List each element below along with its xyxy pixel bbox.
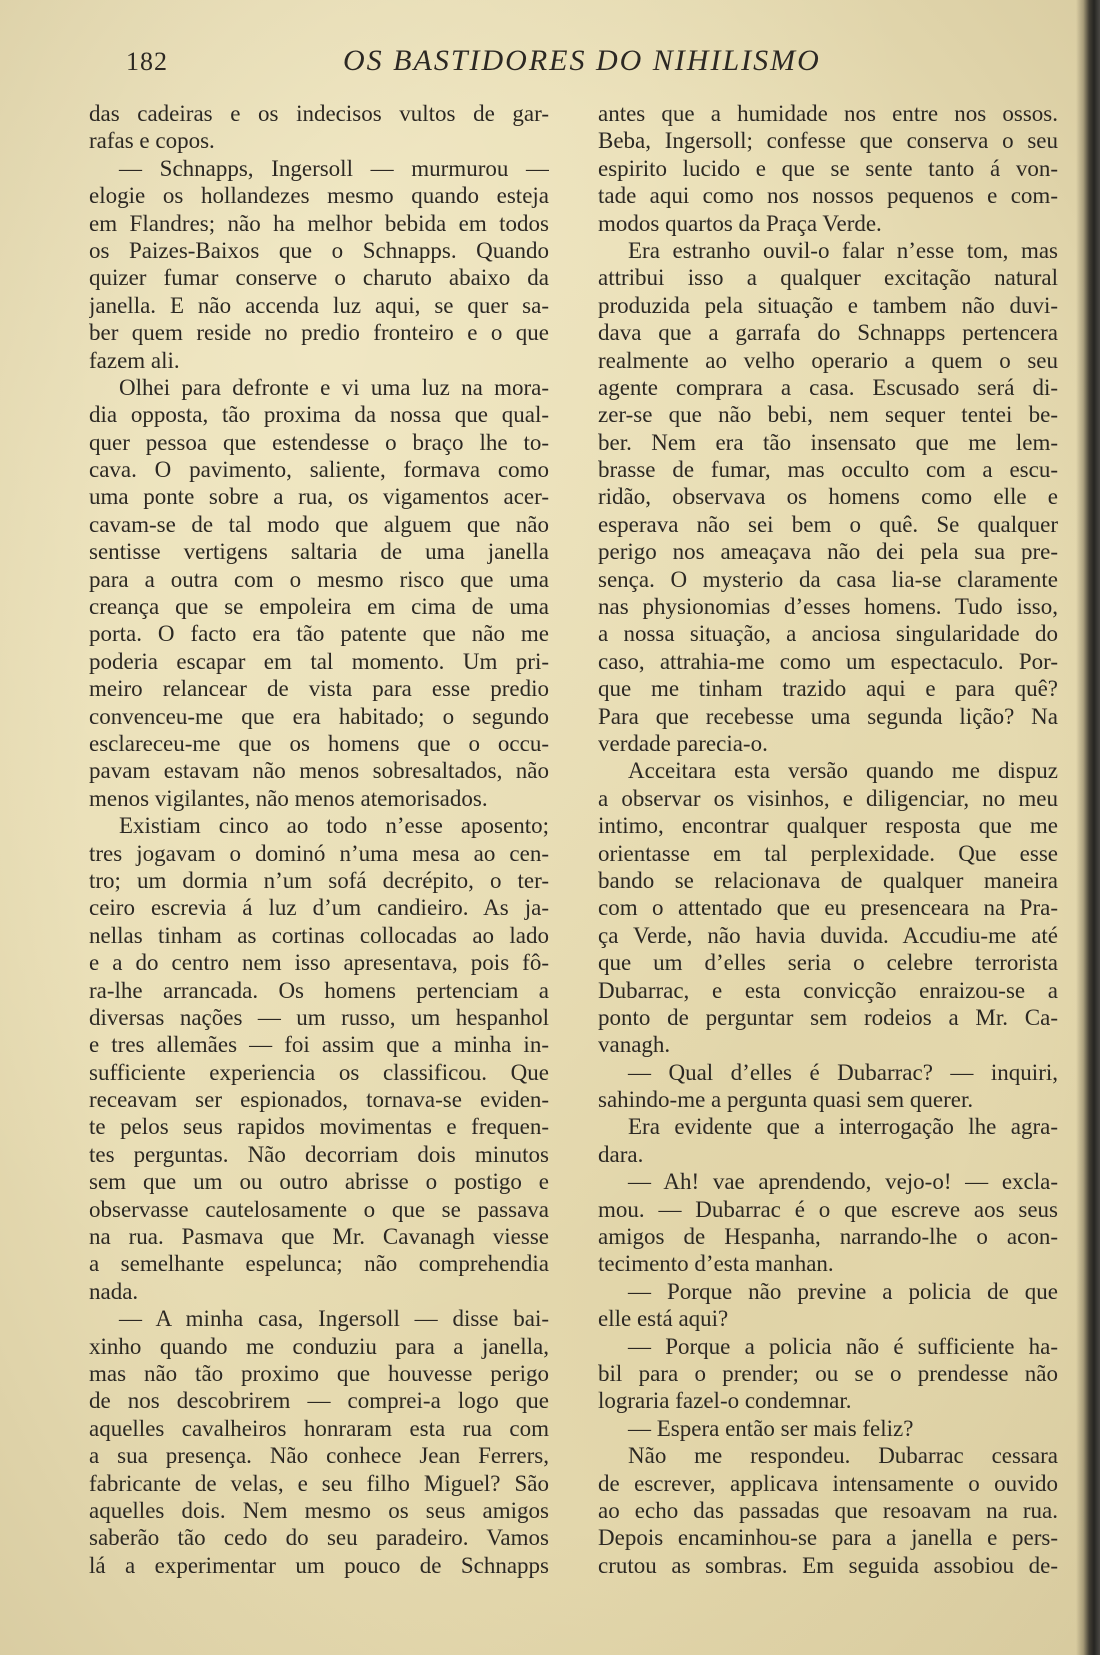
text-line: cavam-se de tal modo que alguem que não xyxy=(89,511,549,537)
text-line: Era estranho ouvil-o falar n’esse tom, mas xyxy=(628,237,1058,263)
text-line: Acceitara esta versão quando me dispuz xyxy=(628,758,1058,784)
text-line: dava que a garrafa do Schnapps pertencera xyxy=(598,320,1058,346)
paragraph xyxy=(89,812,549,1305)
text-line: receavam ser espionados, tornava-se eviden- xyxy=(89,1087,549,1113)
text-line: — A minha casa, Ingersoll — disse bai- xyxy=(119,1306,549,1332)
running-title: OS BASTIDORES DO NIHILISMO xyxy=(343,44,821,77)
text-line: de escrever, applicava intensamente o ouvido xyxy=(598,1470,1058,1496)
text-line: creança que se empoleira em cima de uma xyxy=(89,594,549,620)
paragraph xyxy=(598,237,1058,757)
text-line: ra-lhe arrancada. Os homens pertenciam a xyxy=(89,977,549,1003)
text-line: — Espera então ser mais feliz? xyxy=(628,1415,914,1441)
text-line: de nos descobrirem — comprei-a logo que xyxy=(89,1388,549,1414)
text-line: Depois encaminhou-se para a janella e pers- xyxy=(598,1525,1058,1551)
text-line: crutou as sombras. Em seguida assobiou de- xyxy=(598,1552,1058,1578)
left-text-column xyxy=(89,100,549,1579)
text-line: pavam estavam não menos sobresaltados, não xyxy=(89,758,549,784)
text-line: elogie os hollandezes mesmo quando esteja xyxy=(89,183,549,209)
text-line: aquelles cavalheiros honraram esta rua com xyxy=(89,1415,549,1441)
text-line: Dubarrac, e esta convicção enraizou-se a xyxy=(598,977,1058,1003)
text-line: attribui isso a qualquer excitação natural xyxy=(598,265,1058,291)
text-line: orientasse em tal perplexidade. Que esse xyxy=(598,840,1058,866)
text-line: tade aqui como nos nossos pequenos e com- xyxy=(598,183,1058,209)
text-line: uma ponte sobre a rua, os vigamentos acer- xyxy=(89,484,549,510)
paragraph xyxy=(598,1059,1058,1114)
text-line: saberão tão cedo do seu paradeiro. Vamos xyxy=(89,1525,549,1551)
paragraph xyxy=(89,374,549,812)
text-line: menos vigilantes, não menos atemorisados. xyxy=(89,785,488,811)
text-line: fazem ali. xyxy=(89,347,180,373)
text-line: lá a experimentar um pouco de Schnapps xyxy=(89,1552,549,1578)
paragraph xyxy=(598,1415,1058,1442)
text-line: Não me respondeu. Dubarrac cessara xyxy=(628,1443,1058,1469)
text-line: — Porque não previne a policia de que xyxy=(628,1278,1058,1304)
paragraph xyxy=(89,1305,549,1579)
text-line: e a do centro nem isso apresentava, pois fô- xyxy=(89,950,549,976)
text-line: em Flandres; não ha melhor bebida em todos xyxy=(89,210,549,236)
text-line: antes que a humidade nos entre nos ossos. xyxy=(598,101,1058,126)
text-line: diversas nações — um russo, um hespanhol xyxy=(89,1004,549,1030)
paragraph xyxy=(598,1113,1058,1168)
text-line: nas physionomias d’esses homens. Tudo isso, xyxy=(598,594,1058,620)
text-line: espirito lucido e que se sente tanto á von- xyxy=(598,155,1058,181)
text-line: vanagh. xyxy=(598,1032,671,1058)
text-line: janella. E não accenda luz aqui, se quer sa- xyxy=(89,292,549,318)
text-line: a sua presença. Não conhece Jean Ferrers, xyxy=(89,1443,549,1469)
right-text-column xyxy=(598,100,1058,1579)
text-line: fabricante de velas, e seu filho Miguel? São xyxy=(89,1470,549,1496)
text-line: perigo nos ameaçava não dei pela sua pre- xyxy=(598,539,1058,565)
text-line: ça Verde, não havia duvida. Accudiu-me até xyxy=(598,922,1058,948)
text-line: ridão, observava os homens como elle e xyxy=(598,484,1058,510)
text-line: bando se relacionava de qualquer maneira xyxy=(598,867,1058,893)
text-line: ao echo das passadas que resoavam na rua. xyxy=(598,1497,1058,1523)
text-line: a observar os visinhos, e diligenciar, no meu xyxy=(598,785,1058,811)
text-line: mou. — Dubarrac é o que escreve aos seus xyxy=(598,1196,1058,1222)
page-edge-shadow xyxy=(1076,0,1100,1655)
text-line: bil para o prender; ou se o prendesse não xyxy=(598,1360,1058,1386)
text-line: convenceu-me que era habitado; o segundo xyxy=(89,703,549,729)
text-line: dia opposta, tão proxima da nossa que qual- xyxy=(89,402,549,428)
text-line: realmente ao velho operario a quem o seu xyxy=(598,347,1058,373)
text-line: esperava não sei bem o quê. Se qualquer xyxy=(598,511,1058,537)
text-line: a nossa situação, a anciosa singularidade do xyxy=(598,621,1058,647)
text-line: — Schnapps, Ingersoll — murmurou — xyxy=(119,155,549,181)
text-line: ber. Nem era tão insensato que me lem- xyxy=(598,429,1058,455)
text-line: Era evidente que a interrogação lhe agra- xyxy=(628,1114,1058,1140)
text-line: elle está aqui? xyxy=(598,1306,729,1332)
paragraph xyxy=(598,1168,1058,1278)
text-line: agente comprara a casa. Escusado será di- xyxy=(598,374,1058,400)
text-line: ber quem reside no predio fronteiro e o que xyxy=(89,320,549,346)
text-line: lograria fazel-o condemnar. xyxy=(598,1388,852,1414)
text-line: Beba, Ingersoll; confesse que conserva o seu xyxy=(598,128,1058,154)
text-line: das cadeiras e os indecisos vultos de gar- xyxy=(89,101,549,126)
text-line: aquelles dois. Nem mesmo os seus amigos xyxy=(89,1497,549,1523)
text-line: sufficiente experiencia os classificou. Que xyxy=(89,1059,549,1085)
text-line: meiro relancear de vista para esse predio xyxy=(89,676,549,702)
text-line: Olhei para defronte e vi uma luz na mora- xyxy=(119,374,549,400)
text-line: caso, attrahia-me como um espectaculo. Por- xyxy=(598,648,1058,674)
paragraph xyxy=(89,100,549,155)
text-line: cava. O pavimento, saliente, formava como xyxy=(89,457,549,483)
text-line: — Ah! vae aprendendo, vejo-o! — excla- xyxy=(628,1169,1058,1195)
text-line: quizer fumar conserve o charuto abaixo da xyxy=(89,265,549,291)
text-line: produzida pela situação e tambem não duvi- xyxy=(598,292,1058,318)
paragraph xyxy=(89,155,549,374)
text-line: — Qual d’elles é Dubarrac? — inquiri, xyxy=(628,1059,1058,1085)
text-line: ponto de perguntar sem rodeios a Mr. Ca- xyxy=(598,1004,1058,1030)
text-line: xinho quando me conduziu para a janella, xyxy=(89,1333,549,1359)
text-line: tes perguntas. Não decorriam dois minutos xyxy=(89,1141,549,1167)
text-line: sença. O mysterio da casa lia-se claramente xyxy=(598,566,1058,592)
text-line: brasse de fumar, mas occulto com a escu- xyxy=(598,457,1058,483)
text-line: porta. O facto era tão patente que não me xyxy=(89,621,549,647)
text-line: e tres allemães — foi assim que a minha in- xyxy=(89,1032,549,1058)
text-line: poderia escapar em tal momento. Um pri- xyxy=(89,648,549,674)
paragraph xyxy=(598,1278,1058,1333)
text-line: sahindo-me a pergunta quasi sem querer. xyxy=(598,1087,974,1113)
paragraph xyxy=(598,757,1058,1058)
text-line: dara. xyxy=(598,1141,644,1167)
text-line: intimo, encontrar qualquer resposta que me xyxy=(598,813,1058,839)
paragraph xyxy=(598,1442,1058,1579)
text-line: Para que recebesse uma segunda lição? Na xyxy=(598,703,1058,729)
text-line: os Paizes-Baixos que o Schnapps. Quando xyxy=(89,237,549,263)
text-line: que me tinham trazido aqui e para quê? xyxy=(598,676,1058,702)
text-line: zer-se que não bebi, nem sequer tentei be- xyxy=(598,402,1058,428)
text-line: sentisse vertigens saltaria de uma janella xyxy=(89,539,549,565)
text-line: Existiam cinco ao todo n’esse aposento; xyxy=(119,813,549,839)
text-line: amigos de Hespanha, narrando-lhe o acon- xyxy=(598,1224,1058,1250)
text-line: quer pessoa que estendesse o braço lhe to- xyxy=(89,429,549,455)
text-line: modos quartos da Praça Verde. xyxy=(598,210,882,236)
text-line: — Porque a policia não é sufficiente ha- xyxy=(628,1333,1058,1359)
text-line: nellas tinham as cortinas collocadas ao lado xyxy=(89,922,549,948)
text-line: para a outra com o mesmo risco que uma xyxy=(89,566,549,592)
text-line: tro; um dormia n’um sofá decrépito, o ter- xyxy=(89,867,549,893)
text-line: mas não tão proximo que houvesse perigo xyxy=(89,1360,549,1386)
text-line: com o attentado que eu presenceara na Pra- xyxy=(598,895,1058,921)
text-line: na rua. Pasmava que Mr. Cavanagh viesse xyxy=(89,1224,549,1250)
text-line: rafas e copos. xyxy=(89,128,215,154)
text-line: a semelhante espelunca; não comprehendia xyxy=(89,1251,549,1277)
text-line: tres jogavam o dominó n’uma mesa ao cen- xyxy=(89,840,549,866)
text-line: que um d’elles seria o celebre terrorista xyxy=(598,950,1058,976)
text-line: nada. xyxy=(89,1278,139,1304)
text-line: esclareceu-me que os homens que o occu- xyxy=(89,730,549,756)
text-line: ceiro escrevia á luz d’um candieiro. As ja- xyxy=(89,895,549,921)
text-line: tecimento d’esta manhan. xyxy=(598,1251,834,1277)
paragraph xyxy=(598,100,1058,237)
text-line: verdade parecia-o. xyxy=(598,730,768,756)
page-number: 182 xyxy=(126,47,168,76)
text-line: te pelos seus rapidos movimentas e frequen- xyxy=(89,1114,549,1140)
text-line: sem que um ou outro abrisse o postigo e xyxy=(89,1169,549,1195)
text-line: observasse cautelosamente o que se passava xyxy=(89,1196,549,1222)
paragraph xyxy=(598,1333,1058,1415)
